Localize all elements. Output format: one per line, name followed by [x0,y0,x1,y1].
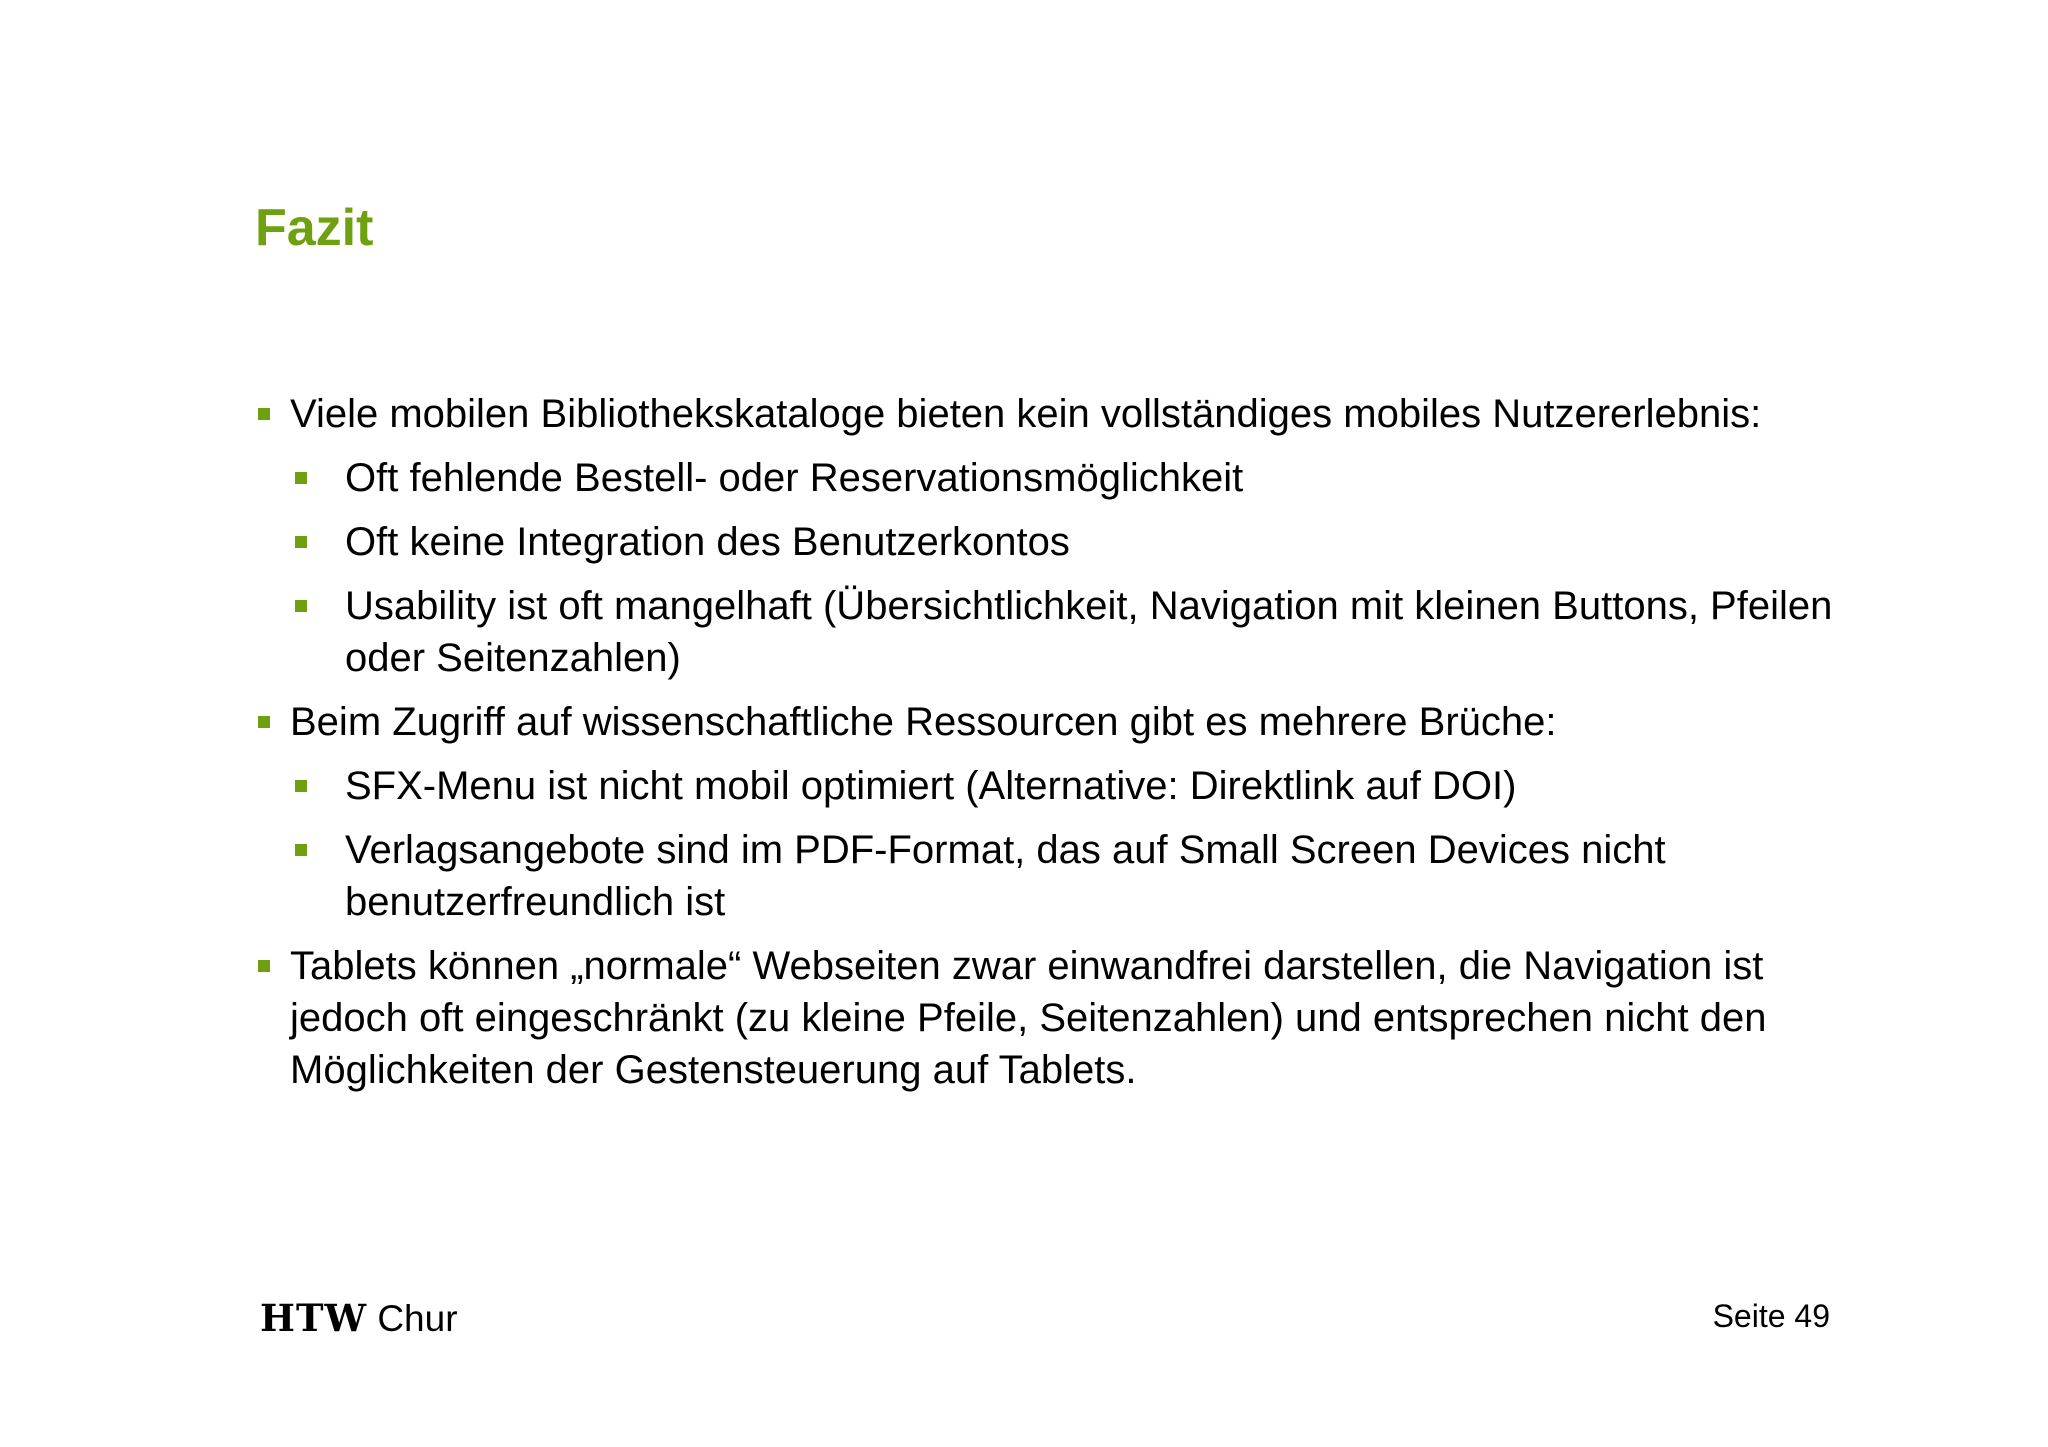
square-bullet-icon [258,408,270,420]
bullet-text: Viele mobilen Bibliothekskataloge bieten kein vollständiges mobiles Nutzererlebnis: [290,392,1762,436]
sub-bullet-item [255,580,1835,684]
bullet-item [255,696,1835,748]
sub-bullet-text: Oft keine Integration des Benutzerkontos [345,520,1070,564]
square-bullet-icon [295,844,307,856]
sub-bullet-item [255,516,1835,568]
sub-bullet-item [255,452,1835,504]
bullet-text: Beim Zugriff auf wissenschaftliche Ressourcen gibt es mehrere Brüche: [290,700,1557,744]
bullet-text: Tablets können „normale“ Webseiten zwar einwandfrei darstellen, die Navigation ist jedoch oft eingeschränkt (zu kleine Pfeile, Seitenzahlen) und entsprechen nicht den Möglichkeiten der Gestensteuerung auf Tablets. [290,944,1767,1092]
bullet-list [255,388,1835,1108]
bullet-item [255,940,1835,1096]
square-bullet-icon [295,536,307,548]
slide-title: Fazit [255,199,374,257]
sub-bullet-text: Oft fehlende Bestell- oder Reservationsmöglichkeit [345,456,1244,500]
sub-bullet-item [255,824,1835,928]
sub-bullet-item [255,760,1835,812]
sub-bullet-text: Verlagsangebote sind im PDF-Format, das auf Small Screen Devices nicht benutzerfreundlich ist [345,828,1666,924]
logo-chur-text: Chur [377,1298,458,1339]
htw-chur-logo [260,1296,458,1340]
page-number: Seite 49 [1712,1298,1830,1334]
square-bullet-icon [258,716,270,728]
square-bullet-icon [258,960,270,972]
logo-htw-text: HTW [260,1296,368,1340]
bullet-item [255,388,1835,440]
sub-bullet-text: SFX-Menu ist nicht mobil optimiert (Alternative: Direktlink auf DOI) [345,764,1517,808]
square-bullet-icon [295,780,307,792]
square-bullet-icon [295,472,307,484]
sub-bullet-text: Usability ist oft mangelhaft (Übersichtlichkeit, Navigation mit kleinen Buttons, Pfeilen oder Seitenzahlen) [345,584,1833,680]
square-bullet-icon [295,600,307,612]
